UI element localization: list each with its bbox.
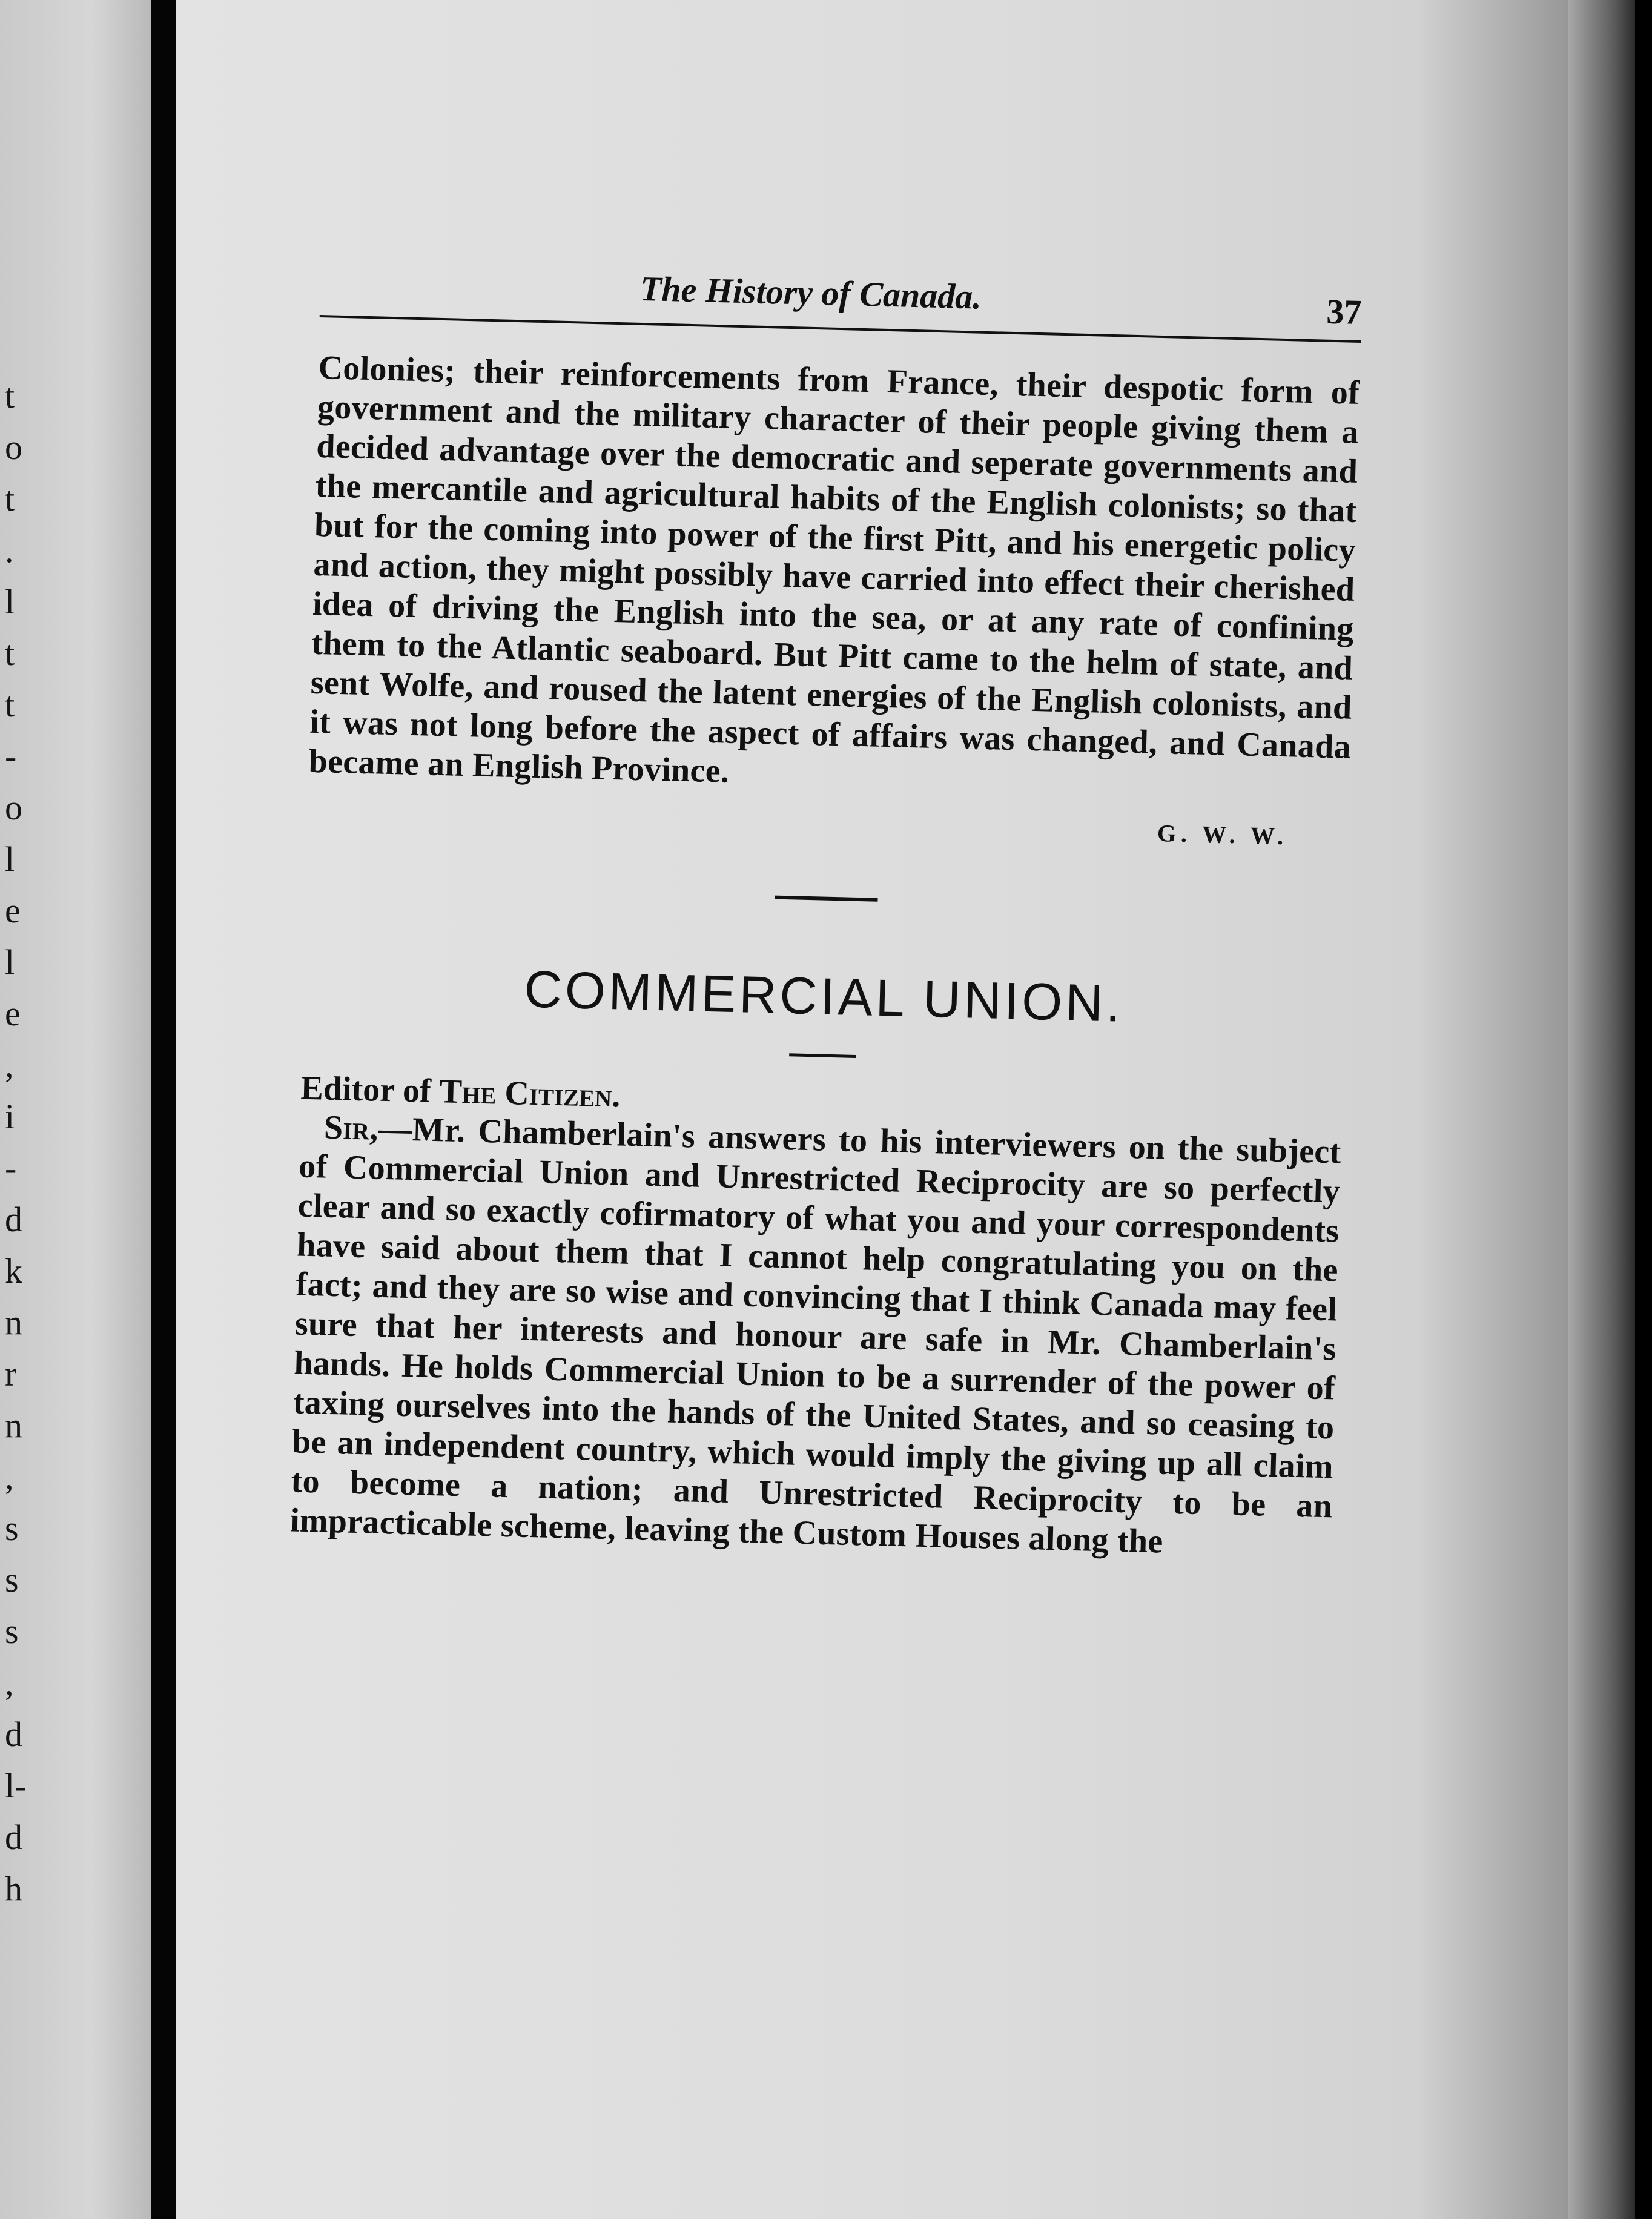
- facing-page-char: s: [5, 1612, 19, 1651]
- facing-page-char: d: [5, 1817, 22, 1857]
- facing-page-char: s: [5, 1509, 19, 1548]
- facing-page-char: t: [5, 633, 15, 673]
- article-history-of-canada: [308, 348, 1360, 807]
- article-paragraph: Colonies; their reinforcements from France, their despotic form of government and the military character of their people giving them a decided advantage over the democratic and seperate governments and the mercantile and agricultural habits of the English colonists; so that but for the coming into power of the first Pitt, and his energetic policy and action, they might possibly have carried into effect their cherished idea of driving the English into the sea, or at any rate of confining them to the Atlantic seaboard. But Pitt came to the helm of state, and sent Wolfe, and roused the latent energies of the English colonists, and it was not long before the aspect of affairs was changed, and Canada became an English Province.: [308, 348, 1360, 790]
- letter-address: Sir,: [323, 1108, 379, 1148]
- facing-page-char: n: [5, 1303, 22, 1342]
- facing-page-char: l-: [5, 1766, 27, 1805]
- facing-page-char: l: [5, 839, 15, 879]
- page-edge-shadow: [1568, 0, 1635, 2219]
- text-block: [289, 260, 1362, 1566]
- facing-page-char: e: [5, 891, 21, 930]
- facing-page-char: -: [5, 736, 17, 776]
- facing-page-char: ,: [5, 1663, 14, 1702]
- author-signature: G. W. W.: [1157, 819, 1289, 850]
- page-number: 37: [1326, 291, 1363, 332]
- publication-name: The Citizen.: [438, 1073, 621, 1115]
- facing-page-char: h: [5, 1869, 22, 1908]
- letter-body: [289, 1108, 1341, 1566]
- facing-page-char: ,: [5, 1457, 14, 1496]
- facing-page-char: n: [5, 1406, 22, 1445]
- facing-page-char: .: [5, 531, 14, 570]
- book-gutter: [151, 0, 176, 2219]
- salutation-prefix: Editor of: [300, 1069, 432, 1110]
- facing-page-char: ,: [5, 1045, 14, 1085]
- facing-page-char: o: [5, 428, 22, 467]
- facing-page-char: i: [5, 1097, 15, 1136]
- facing-page-char: t: [5, 685, 15, 724]
- section-title: COMMERCIAL UNION.: [523, 960, 1125, 1033]
- facing-page-char: d: [5, 1715, 22, 1754]
- running-title: The History of Canada.: [639, 268, 982, 317]
- facing-page-char: -: [5, 1148, 17, 1188]
- facing-page-char: l: [5, 582, 15, 621]
- facing-page-char: k: [5, 1251, 22, 1291]
- book-page: [176, 0, 1635, 2219]
- facing-page-char: t: [5, 376, 15, 415]
- letter-text: —Mr. Chamberlain's answers to his interviewers on the subject of Commercial Union and Unrestricted Reciprocity are so perfectly clear and so exactly cofirmatory of what you and your correspondents have said about them that I cannot help congratulating you on the fact; and they are so wise and convincing that I think Canada may feel sure that her interests and honour are safe in Mr. Chamberlain's hands. He holds Commercial Union to be a surrender of the power of taxing ourselves into the hands of the United States, and so ceasing to be an independent country, which would imply the giving up all claim to become a nation; and Unrestricted Reciprocity to be an impracticable scheme, leaving the Custom Houses along the: [289, 1110, 1342, 1561]
- facing-page-char: r: [5, 1354, 17, 1394]
- facing-page-char: l: [5, 942, 15, 982]
- facing-page-char: e: [5, 994, 21, 1033]
- facing-page-edge: [0, 0, 151, 2219]
- facing-page-char: s: [5, 1560, 19, 1599]
- facing-page-char: t: [5, 479, 15, 518]
- facing-page-char: o: [5, 788, 22, 827]
- facing-page-char: d: [5, 1200, 22, 1239]
- letter-paragraph: [289, 1108, 1341, 1566]
